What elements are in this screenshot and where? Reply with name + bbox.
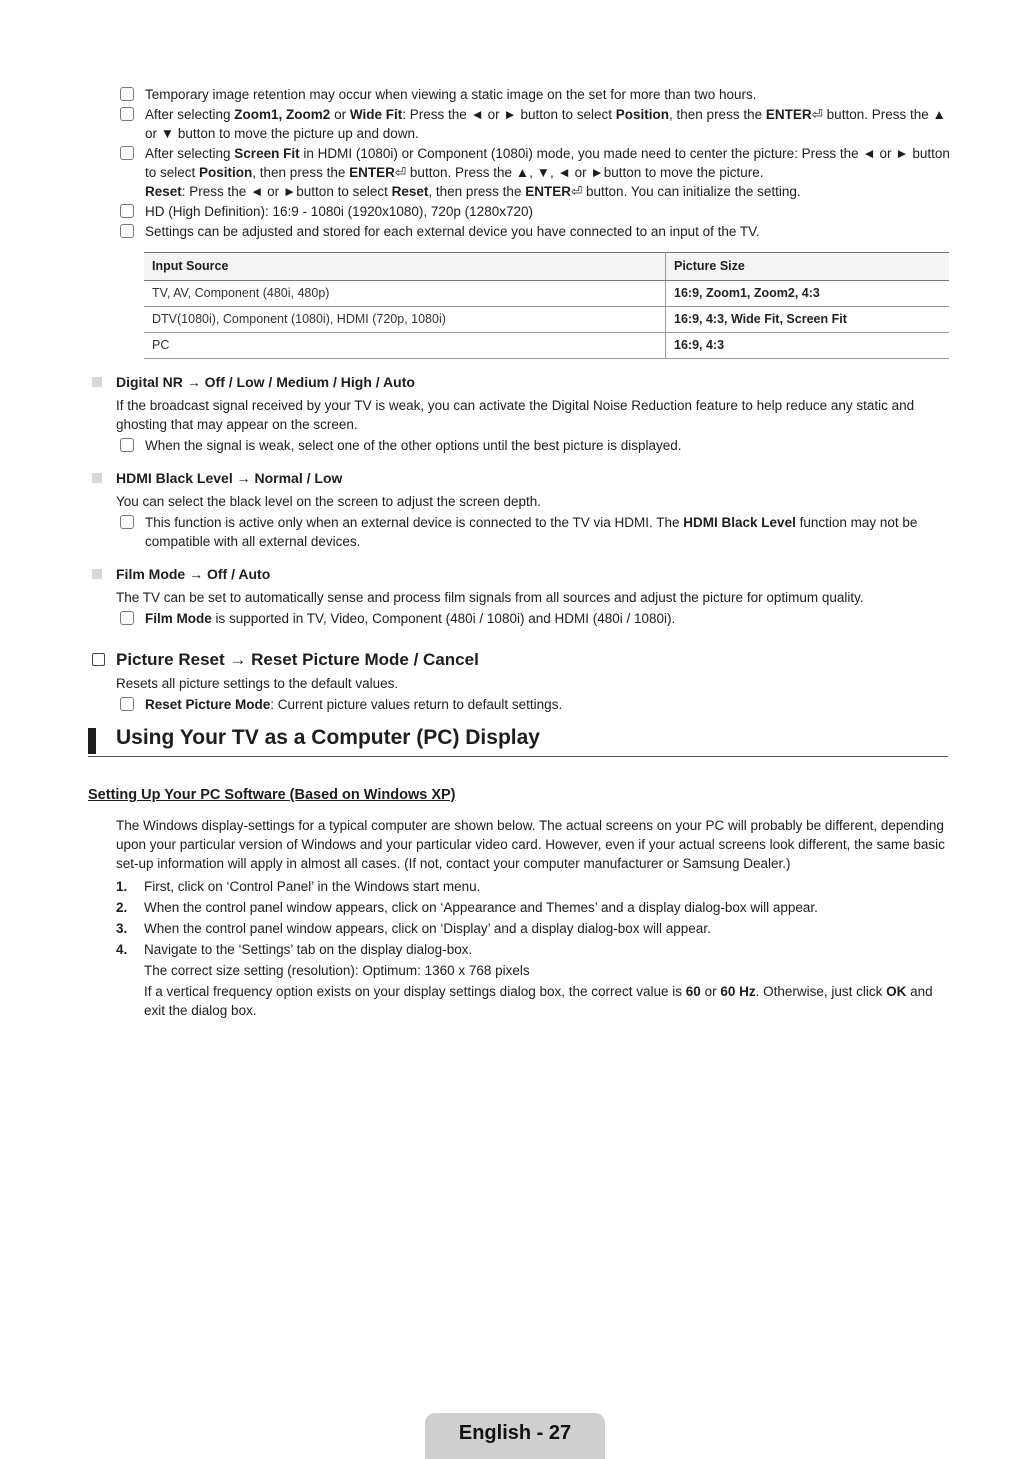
hdmi-black-level-heading: HDMI Black Level → Normal / Low: [88, 469, 950, 488]
note-item: [0, 222, 958, 241]
table-cell: DTV(1080i), Component (1080i), HDMI (720p, 1080i): [144, 307, 666, 333]
note-item: [0, 85, 958, 104]
note-icon: [120, 87, 134, 101]
table-header-input-source: Input Source: [144, 253, 666, 281]
picture-options: [88, 360, 950, 714]
note-icon: [120, 515, 134, 529]
film-mode-heading: Film Mode → Off / Auto: [88, 565, 950, 584]
table-row: [144, 333, 949, 359]
bullet-square-icon: [92, 473, 102, 483]
note-icon: [120, 107, 134, 121]
notes-list: [88, 85, 958, 241]
table-row: [144, 307, 949, 333]
bullet-square-icon: [92, 569, 102, 579]
picture-reset-note: Reset Picture Mode: Current picture values return to default settings.: [88, 695, 950, 714]
hdmi-black-level-body: You can select the black level on the screen to adjust the screen depth.: [116, 494, 542, 509]
table-cell: 16:9, Zoom1, Zoom2, 4:3: [666, 281, 950, 307]
note-icon: [120, 611, 134, 625]
note-text: After selecting Zoom1, Zoom2 or Wide Fit: Press the ◄ or ► button to select Position, then press the ENTER⏎ button. Press the ▲ or ▼ button to move the picture up and down.: [145, 107, 946, 141]
pc-steps: [116, 877, 952, 959]
table-cell: 16:9, 4:3: [666, 333, 950, 359]
pc-display-heading: Using Your TV as a Computer (PC) Display: [88, 722, 948, 757]
note-icon: [120, 146, 134, 160]
picture-reset-body: Resets all picture settings to the default values.: [116, 676, 399, 691]
table-header-picture-size: Picture Size: [666, 253, 950, 281]
table-cell: 16:9, 4:3, Wide Fit, Screen Fit: [666, 307, 950, 333]
table-header-row: [144, 253, 949, 281]
pc-software-subheading: Setting Up Your PC Software (Based on Windows XP): [88, 787, 456, 803]
note-icon: [120, 224, 134, 238]
note-text: HD (High Definition): 16:9 - 1080i (1920x1080), 720p (1280x720): [145, 204, 533, 219]
list-item: 2. When the control panel window appears, click on ‘Appearance and Themes’ and a display dialog-box will appear.: [116, 900, 818, 915]
digital-nr-note: When the signal is weak, select one of the other options until the best picture is displayed.: [88, 436, 950, 455]
note-text: Temporary image retention may occur when viewing a static image on the set for more than two hours.: [145, 87, 757, 102]
note-item: [0, 144, 958, 201]
list-item: 1. First, click on ‘Control Panel’ in the Windows start menu.: [116, 879, 481, 894]
pc-intro: The Windows display-settings for a typical computer are shown below. The actual screens on your PC will probably be different, depending upon your particular version of Windows and your particular video card. However, even if your actual screens look different, the same basic set-up information will apply in almost all cases. (If not, contact your computer manufacturer or Samsung Dealer.): [116, 818, 945, 871]
note-item: [0, 105, 958, 143]
pc-resolution: The correct size setting (resolution): Optimum: 1360 x 768 pixels: [144, 963, 530, 978]
section-box-icon: [92, 653, 105, 666]
note-text: After selecting Screen Fit in HDMI (1080i) or Component (1080i) mode, you made need to center the picture: Press the ◄ or ► button to select Position, then press the ENTER⏎ button. Press the ▲, ▼, ◄ or ►button to move the picture.: [145, 146, 950, 180]
table-cell: PC: [144, 333, 666, 359]
note-icon: [120, 438, 134, 452]
heading-bar: [88, 728, 96, 754]
note-icon: [120, 204, 134, 218]
table-cell: TV, AV, Component (480i, 480p): [144, 281, 666, 307]
film-mode-body: The TV can be set to automatically sense and process film signals from all sources and adjust the picture for optimum quality.: [116, 590, 864, 605]
list-item: 4. Navigate to the ‘Settings’ tab on the display dialog-box.: [116, 942, 473, 957]
picture-size-table: [144, 252, 949, 359]
picture-size-table-wrap: [0, 252, 949, 359]
note-text: Settings can be adjusted and stored for each external device you have connected to an input of the TV.: [145, 224, 760, 239]
digital-nr-body: If the broadcast signal received by your TV is weak, you can activate the Digital Noise Reduction feature to help reduce any static and ghosting that may appear on the screen.: [116, 398, 915, 432]
digital-nr-heading: Digital NR → Off / Low / Medium / High / Auto: [88, 373, 950, 392]
list-item: 3. When the control panel window appears, click on ‘Display’ and a display dialog-box will appear.: [116, 921, 711, 936]
page-footer: [425, 1413, 605, 1459]
table-row: [144, 281, 949, 307]
bullet-square-icon: [92, 377, 102, 387]
page-number: English - 27: [458, 1422, 572, 1444]
film-mode-note: Film Mode is supported in TV, Video, Component (480i / 1080i) and HDMI (480i / 1080i).: [88, 609, 950, 628]
pc-setup-content: [116, 816, 952, 1020]
pc-frequency: If a vertical frequency option exists on your display settings dialog box, the correct value is 60 or 60 Hz. Otherwise, just click OK and exit the dialog box.: [144, 984, 933, 1018]
note-item: [0, 202, 958, 221]
top-notes: [88, 85, 958, 241]
picture-reset-heading: Picture Reset → Reset Picture Mode / Cancel: [88, 650, 950, 669]
note-extra: Reset: Press the ◄ or ►button to select Reset, then press the ENTER⏎ button. You can initialize the setting.: [145, 184, 801, 199]
note-icon: [120, 697, 134, 711]
hdmi-black-level-note: This function is active only when an external device is connected to the TV via HDMI. The HDMI Black Level function may not be compatible with all external devices.: [88, 513, 950, 551]
